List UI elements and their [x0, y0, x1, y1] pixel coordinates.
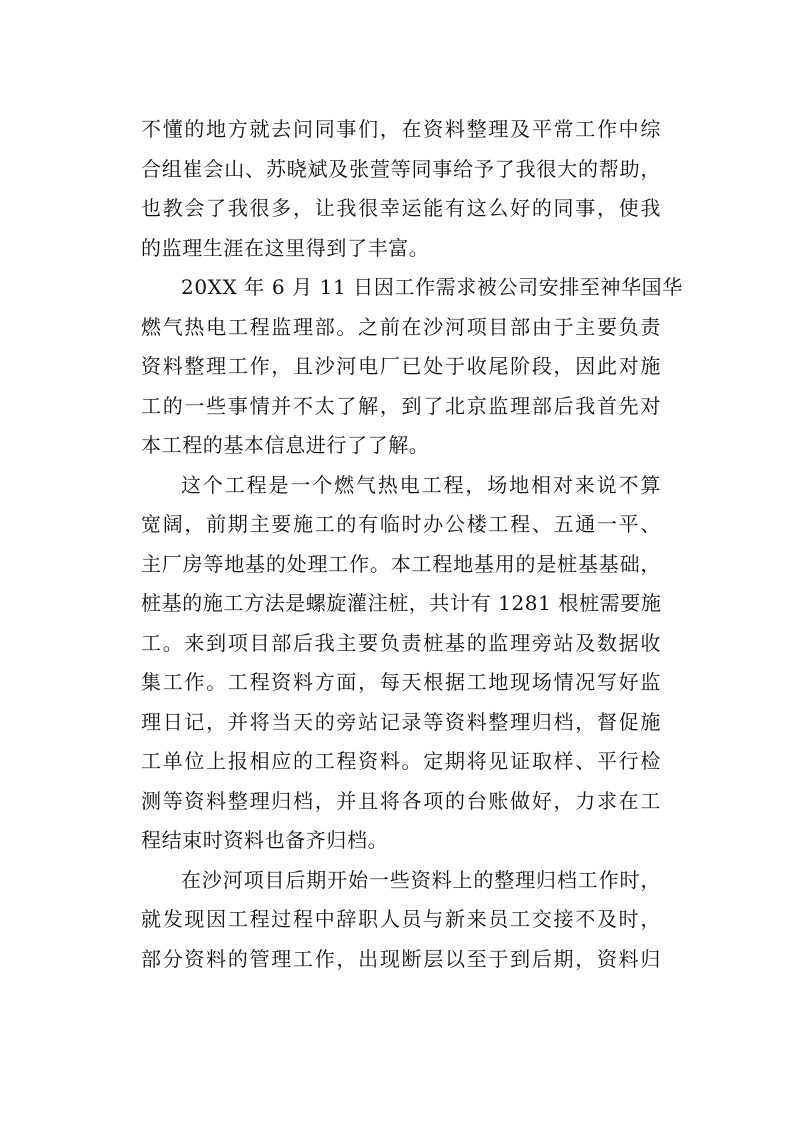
paragraph-4 [141, 861, 661, 980]
text-line: 工的一些事情并不太了解，到了北京监理部后我首先对 [141, 393, 661, 418]
text-line: 集工作。工程资料方面，每天根据工地现场情况写好监 [141, 670, 661, 694]
text-line: 测等资料整理归档，并且将各项的台账做好，力求在工 [141, 788, 661, 813]
paragraph-3 [141, 466, 661, 861]
text-line: 燃气热电工程监理部。之前在沙河项目部由于主要负责 [141, 314, 661, 339]
text-line: 理日记，并将当天的旁站记录等资料整理归档，督促施 [141, 709, 661, 734]
text-line: 20XX 年 6 月 11 日因工作需求被公司安排至神华国华 [181, 275, 683, 299]
text-line: 不懂的地方就去问同事们，在资料整理及平常工作中综 [141, 117, 661, 141]
text-line: 工。来到项目部后我主要负责桩基的监理旁站及数据收 [141, 630, 661, 655]
text-line: 桩基的施工方法是螺旋灌注桩，共计有 1281 根桩需要施 [141, 591, 662, 615]
text-line: 主厂房等地基的处理工作。本工程地基用的是桩基基础， [141, 551, 661, 576]
paragraph-1 [141, 110, 661, 268]
text-line: 宽阔，前期主要施工的有临时办公楼工程、五通一平、 [141, 512, 661, 536]
paragraph-2 [141, 268, 683, 466]
text-line: 的监理生涯在这里得到了丰富。 [141, 235, 430, 260]
text-line: 部分资料的管理工作，出现断层以至于到后期，资料归 [141, 946, 661, 971]
text-line: 本工程的基本信息进行了了解。 [141, 433, 430, 457]
text-line: 工单位上报相应的工程资料。定期将见证取样、平行检 [141, 749, 661, 773]
text-line: 在沙河项目后期开始一些资料上的整理归档工作时， [181, 867, 661, 892]
text-line: 程结束时资料也备齐归档。 [141, 828, 389, 852]
text-line: 这个工程是一个燃气热电工程，场地相对来说不算 [181, 472, 661, 497]
document-body [141, 110, 683, 979]
text-line: 也教会了我很多，让我很幸运能有这么好的同事，使我 [141, 196, 661, 220]
text-line: 资料整理工作，且沙河电厂已处于收尾阶段，因此对施 [141, 354, 661, 378]
text-line: 就发现因工程过程中辞职人员与新来员工交接不及时， [141, 907, 661, 931]
text-line: 合组崔会山、苏晓斌及张萱等同事给予了我很大的帮助， [141, 156, 661, 181]
